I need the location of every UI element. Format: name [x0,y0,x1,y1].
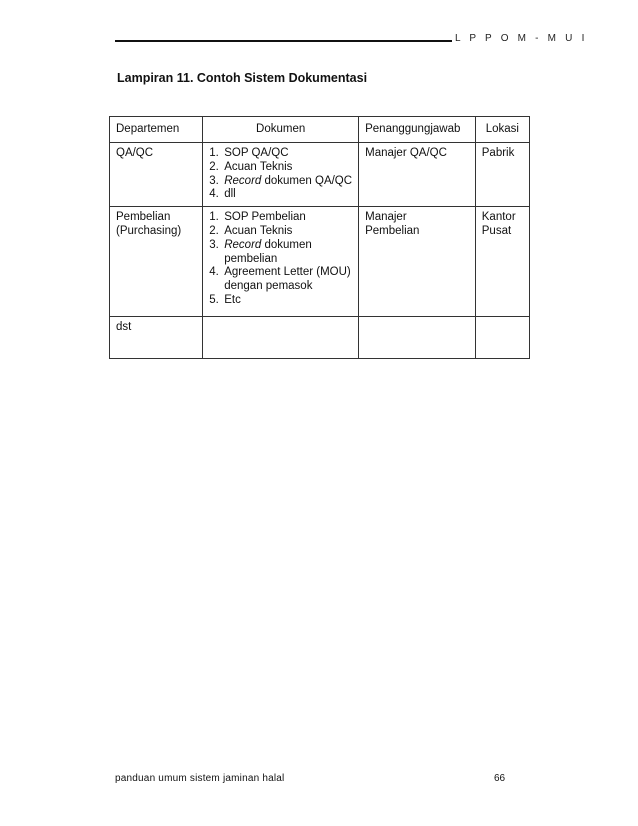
table-header-row [110,117,530,143]
header-penanggungjawab: Penanggungjawab [359,117,476,143]
list-item-text [224,188,236,202]
documentation-table [109,116,530,359]
cell-penanggungjawab-line: Manajer QA/QC [365,147,447,159]
list-item-italic: Record [224,238,262,251]
cell-penanggungjawab-line: Pembelian [365,224,420,237]
list-item-label: Acuan Teknis [224,224,293,237]
cell-lokasi [475,317,529,359]
list-item-label: dokumen QA/QC [261,174,353,187]
header-brand: L P P O M - M U I [455,33,588,44]
list-item-label: dokumen pembelian [224,238,316,265]
footer-text: panduan umum sistem jaminan halal [115,773,285,784]
cell-dokumen [203,317,359,359]
table-row [110,207,530,317]
header-departemen: Departemen [110,117,203,143]
cell-lokasi-line: Pabrik [481,147,515,159]
cell-departemen-line: (Purchasing) [116,224,182,237]
list-item-label: SOP Pembelian [224,211,306,224]
header-lokasi: Lokasi [475,117,529,143]
table-row [110,143,530,207]
header-dokumen: Dokumen [203,117,359,143]
list-item-number: 3. [209,238,219,251]
list-item-number: 2. [209,160,219,173]
list-item-number: 2. [209,224,219,237]
list-item [209,161,352,175]
list-item [209,294,352,308]
cell-lokasi [475,207,529,317]
list-item [209,266,352,294]
list-item-number: 4. [209,266,219,279]
list-item-text [224,147,288,161]
cell-departemen [110,143,203,207]
list-item [209,225,352,239]
cell-departemen [110,207,203,317]
table-row [110,317,530,359]
cell-penanggungjawab [359,143,476,207]
list-item-number: 1. [209,211,219,224]
list-item-text [224,161,292,175]
list-item-label: Etc [224,293,241,306]
list-item-text [224,211,306,225]
cell-lokasi-line: Pusat [481,224,512,237]
cell-penanggungjawab-line: Manajer [365,211,407,224]
cell-departemen-line: Pembelian [116,211,171,224]
cell-penanggungjawab [359,207,476,317]
list-item-label: SOP QA/QC [224,147,289,159]
cell-lokasi [475,143,529,207]
list-item-italic: Record [224,174,262,187]
cell-departemen-line: QA/QC [116,147,154,159]
cell-penanggungjawab [359,317,476,359]
cell-dokumen [203,143,359,207]
list-item [209,175,352,189]
cell-dokumen [203,207,359,317]
list-item-number: 5. [209,293,219,306]
cell-lokasi-line: Kantor [481,211,516,224]
list-item-number: 4. [209,188,219,201]
cell-departemen [110,317,203,359]
page-number: 66 [494,773,506,784]
list-item-text [224,266,352,294]
list-item [209,147,352,161]
list-item-label: dll [224,188,236,201]
list-item [209,211,352,225]
list-item-text [224,294,241,308]
list-item [209,239,352,267]
list-item-text [224,239,352,267]
list-item-text [224,175,352,189]
header-rule [115,40,452,42]
list-item-label: Agreement Letter (MOU) dengan pemasok [224,266,354,293]
list-item [209,188,352,202]
list-item-text [224,225,292,239]
list-item-number: 1. [209,147,219,159]
list-item-label: Acuan Teknis [224,160,293,173]
document-list [209,211,352,308]
list-item-number: 3. [209,174,219,187]
page-title: Lampiran 11. Contoh Sistem Dokumentasi [117,71,368,85]
document-list [209,147,352,202]
cell-departemen-line: dst [116,321,132,334]
